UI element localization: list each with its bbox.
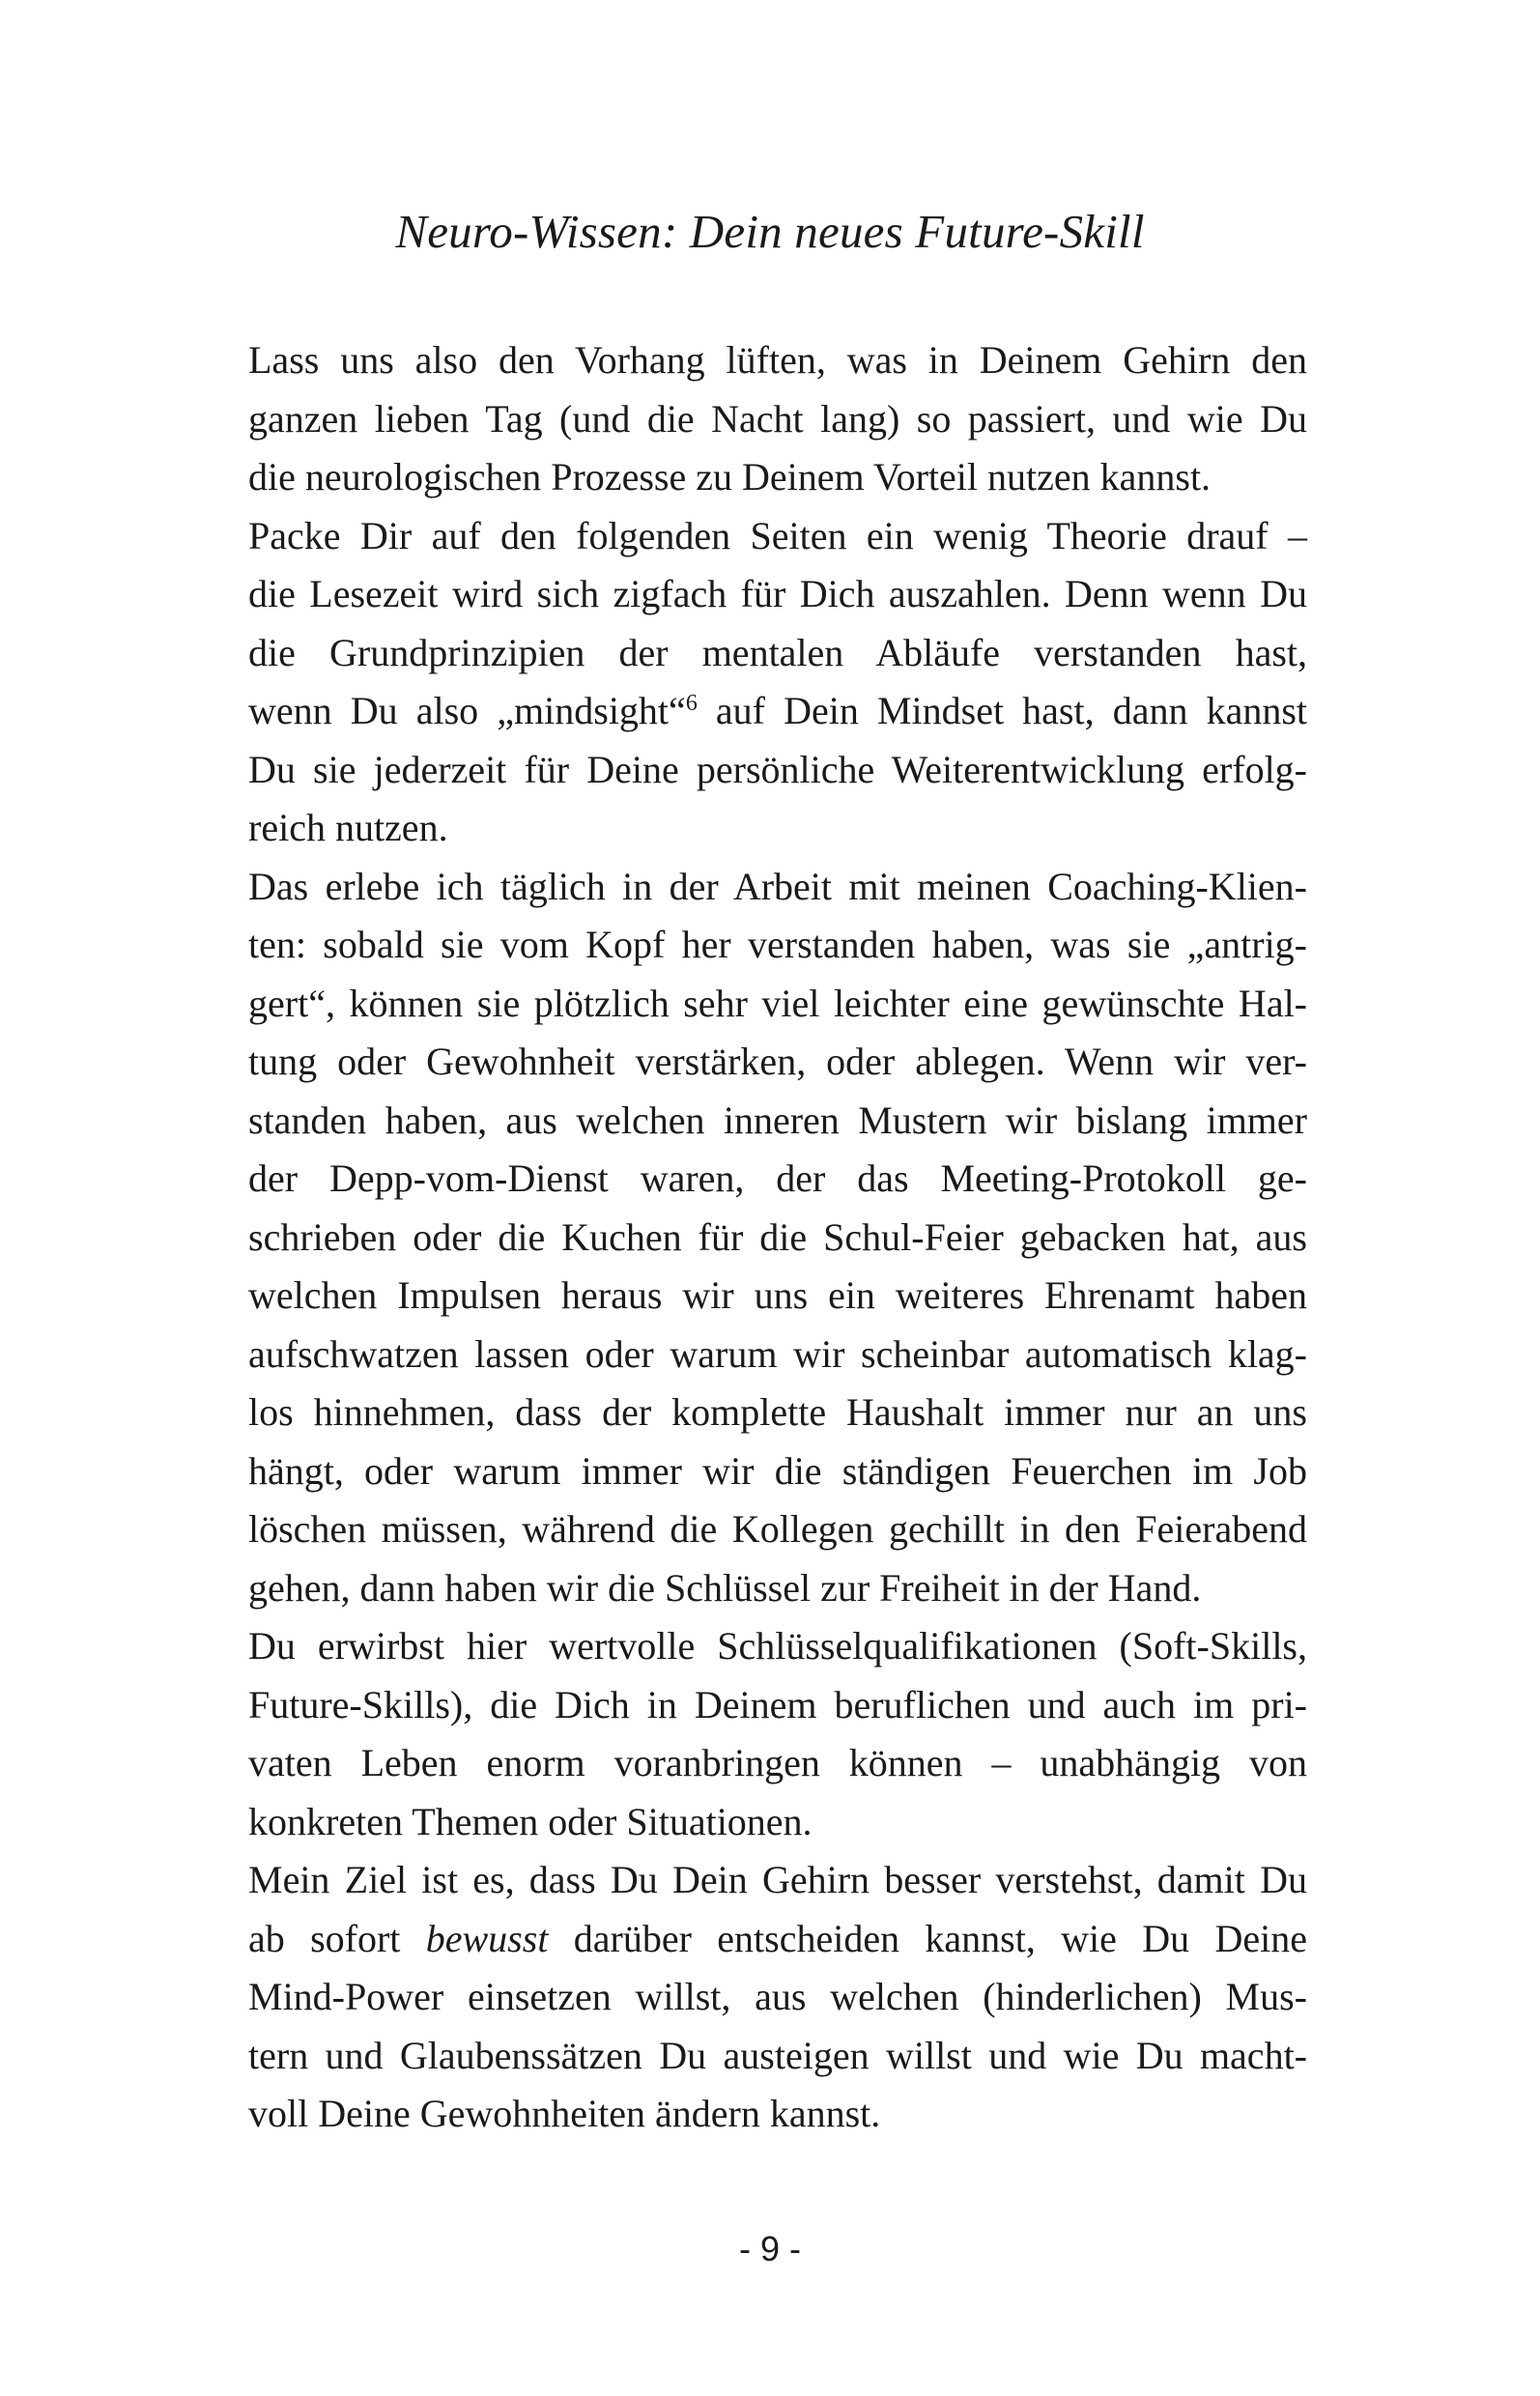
page-number: - 9 -	[738, 2229, 801, 2268]
text-segment: darüber entscheiden kannst, wie Du Deine	[548, 1916, 1307, 1960]
text-line: Mind-Power einsetzen willst, aus welchen (hinderlichen) Mus-	[248, 1975, 1307, 2018]
text-line-with-footnote	[248, 682, 1307, 741]
text-line: schrieben oder die Kuchen für die Schul-Feier gebacken hat, aus	[248, 1214, 1307, 1259]
text-line: die Lesezeit wird sich zigfach für Dich auszahlen. Denn wenn Du	[248, 572, 1307, 615]
text-line-with-emphasis	[248, 1910, 1307, 1969]
emphasized-word: bewusst	[425, 1916, 549, 1960]
text-line: tung oder Gewohnheit verstärken, oder ablegen. Wenn wir ver-	[248, 1040, 1307, 1083]
text-line: reich nutzen.	[248, 806, 448, 849]
text-line: die neurologischen Prozesse zu Deinem Vorteil nutzen kannst.	[248, 455, 1212, 499]
text-line: Future-Skills), die Dich in Deinem beruflichen und auch im pri-	[248, 1682, 1307, 1726]
text-line: Packe Dir auf den folgenden Seiten ein wenig Theorie drauf –	[248, 513, 1307, 557]
text-line: aufschwatzen lassen oder warum wir scheinbar automatisch klag-	[248, 1331, 1307, 1376]
text-line: Mein Ziel ist es, dass Du Dein Gehirn besser verstehst, damit Du	[248, 1858, 1307, 1901]
text-segment: auf Dein Mindset hast, dann kannst	[697, 689, 1307, 732]
text-line: tern und Glaubenssätzen Du austeigen willst und wie Du macht-	[248, 2033, 1307, 2077]
text-line: vaten Leben enorm voranbringen können – unabhängig von	[248, 1741, 1307, 1784]
body-text	[248, 331, 1307, 2144]
text-line: konkreten Themen oder Situationen.	[248, 1799, 813, 1843]
text-line: löschen müssen, während die Kollegen gechillt in den Feierabend	[248, 1507, 1307, 1551]
text-line: standen haben, aus welchen inneren Mustern wir bislang immer	[248, 1098, 1307, 1142]
text-line: die Grundprinzipien der mentalen Abläufe verstanden hast,	[248, 630, 1307, 674]
text-segment: ab sofort	[248, 1916, 426, 1960]
text-line: gert“, können sie plötzlich sehr viel leichter eine gewünschte Hal-	[248, 981, 1307, 1025]
text-line: ten: sobald sie vom Kopf her verstanden haben, was sie „antrig-	[248, 923, 1307, 966]
footnote-marker: 6	[685, 691, 698, 716]
text-line: welchen Impulsen heraus wir uns ein weiteres Ehrenamt haben	[248, 1273, 1307, 1317]
text-line: Du erwirbst hier wertvolle Schlüsselqualifikationen (Soft-Skills,	[248, 1624, 1307, 1668]
text-line: der Depp-vom-Dienst waren, der das Meeting-Protokoll ge-	[248, 1156, 1307, 1200]
text-line: voll Deine Gewohnheiten ändern kannst.	[248, 2092, 881, 2135]
text-line: los hinnehmen, dass der komplette Haushalt immer nur an uns	[248, 1390, 1307, 1434]
text-line: hängt, oder warum immer wir die ständigen Feuerchen im Job	[248, 1448, 1307, 1493]
text-line: ganzen lieben Tag (und die Nacht lang) so passiert, und wie Du	[248, 396, 1307, 441]
text-line: gehen, dann haben wir die Schlüssel zur Freiheit in der Hand.	[248, 1565, 1202, 1610]
chapter-title: Neuro-Wissen: Dein neues Future-Skill	[395, 205, 1145, 258]
text-line: Das erlebe ich täglich in der Arbeit mit meinen Coaching-Klien-	[248, 864, 1307, 908]
text-segment: wenn Du also „mindsight“	[248, 689, 686, 732]
text-line: Du sie jederzeit für Deine persönliche Weiterentwicklung erfolg-	[248, 747, 1307, 791]
text-line: Lass uns also den Vorhang lüften, was in Deinem Gehirn den	[248, 338, 1307, 382]
